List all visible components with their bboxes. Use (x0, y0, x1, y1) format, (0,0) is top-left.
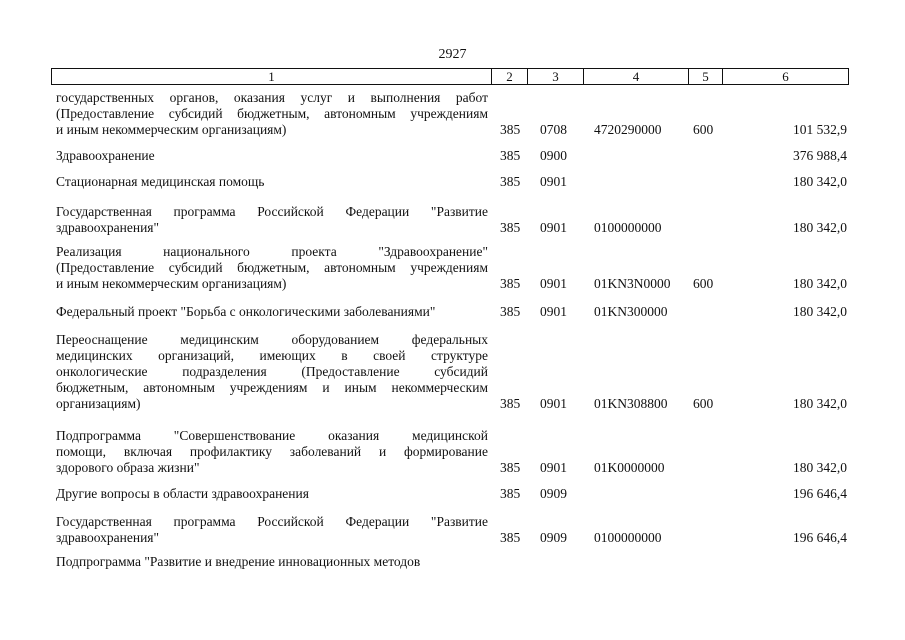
header-col-6: 6 (782, 69, 789, 84)
description-line: Переоснащение медицинским оборудованием федеральных (56, 332, 488, 347)
header-col-4: 4 (632, 69, 640, 84)
code-col-4: 0100000000 (594, 220, 662, 235)
code-col-3: 0901 (540, 396, 567, 411)
code-col-3: 0901 (540, 460, 567, 475)
code-col-4: 01KN308800 (594, 396, 668, 411)
description-line: государственных органов, оказания услуг и выполнения работ (56, 90, 488, 105)
code-col-2: 385 (500, 530, 521, 545)
header-col-3: 3 (552, 69, 559, 84)
description-line: онкологические подразделения (Предоставление субсидий (56, 364, 488, 379)
description-line: Стационарная медицинская помощь (56, 174, 265, 189)
description-line: бюджетным, автономным учреждениям и иным некоммерческим (56, 380, 488, 395)
description-line: организациям) (56, 396, 141, 411)
description-line: (Предоставление субсидий бюджетным, автономным учреждениям (56, 260, 488, 275)
row-description (56, 428, 488, 476)
code-col-4: 01KN3N0000 (594, 276, 671, 291)
page-number: 2927 (438, 47, 467, 62)
description-line: и иным некоммерческим организациям) (56, 122, 287, 137)
code-col-3: 0901 (540, 220, 567, 235)
code-col-2: 385 (500, 122, 521, 137)
header-col-5: 5 (702, 69, 709, 84)
code-col-3: 0901 (540, 276, 567, 291)
row-description (56, 332, 488, 412)
description-line: здорового образа жизни" (56, 460, 200, 475)
code-col-4: 4720290000 (594, 122, 662, 137)
description-line: Реализация национального проекта "Здравоохранение" (56, 244, 488, 259)
row-description (56, 244, 488, 292)
description-line: Другие вопросы в области здравоохранения (56, 486, 309, 501)
code-col-2: 385 (500, 396, 521, 411)
code-col-5: 600 (693, 396, 714, 411)
description-line: помощи, включая профилактику заболеваний и формирование (56, 444, 488, 459)
row-description (56, 90, 488, 138)
amount: 180 342,0 (793, 304, 847, 319)
code-col-4: 01K0000000 (594, 460, 665, 475)
amount: 180 342,0 (793, 174, 847, 189)
row-description (56, 304, 488, 320)
description-line: здравоохранения" (56, 220, 160, 235)
code-col-3: 0909 (540, 486, 567, 501)
description-line: Федеральный проект "Борьба с онкологическими заболеваниями" (56, 304, 436, 319)
row-description (56, 554, 488, 570)
row-description (56, 486, 488, 502)
amount: 196 646,4 (793, 486, 847, 501)
description-line: Подпрограмма "Совершенствование оказания медицинской (56, 428, 488, 443)
code-col-2: 385 (500, 486, 521, 501)
code-col-2: 385 (500, 460, 521, 475)
row-description (56, 174, 488, 190)
code-col-2: 385 (500, 174, 521, 189)
description-line: медицинских организаций, имеющих в своей структуре (56, 348, 488, 363)
code-col-3: 0901 (540, 174, 567, 189)
amount: 180 342,0 (793, 460, 847, 475)
description-line: здравоохранения" (56, 530, 160, 545)
description-line: (Предоставление субсидий бюджетным, автономным учреждениям (56, 106, 488, 121)
description-line: Здравоохранение (56, 148, 155, 163)
code-col-2: 385 (500, 304, 521, 319)
amount: 180 342,0 (793, 396, 847, 411)
code-col-3: 0901 (540, 304, 567, 319)
description-line: и иным некоммерческим организациям) (56, 276, 287, 291)
code-col-2: 385 (500, 220, 521, 235)
description-line: Подпрограмма "Развитие и внедрение инновационных методов (56, 554, 421, 569)
table-header (51, 68, 849, 85)
row-description (56, 148, 488, 164)
amount: 180 342,0 (793, 220, 847, 235)
amount: 196 646,4 (793, 530, 847, 545)
header-col-2: 2 (506, 69, 513, 84)
code-col-3: 0900 (540, 148, 567, 163)
code-col-4: 0100000000 (594, 530, 662, 545)
description-line: Государственная программа Российской Федерации "Развитие (56, 514, 488, 529)
row-description (56, 514, 488, 546)
description-line: Государственная программа Российской Федерации "Развитие (56, 204, 488, 219)
code-col-2: 385 (500, 148, 521, 163)
amount: 101 532,9 (793, 122, 847, 137)
code-col-4: 01KN300000 (594, 304, 668, 319)
amount: 376 988,4 (793, 148, 847, 163)
code-col-5: 600 (693, 276, 714, 291)
row-description (56, 204, 488, 236)
code-col-5: 600 (693, 122, 714, 137)
code-col-2: 385 (500, 276, 521, 291)
code-col-3: 0708 (540, 122, 567, 137)
amount: 180 342,0 (793, 276, 847, 291)
code-col-3: 0909 (540, 530, 567, 545)
header-col-1: 1 (268, 69, 275, 84)
